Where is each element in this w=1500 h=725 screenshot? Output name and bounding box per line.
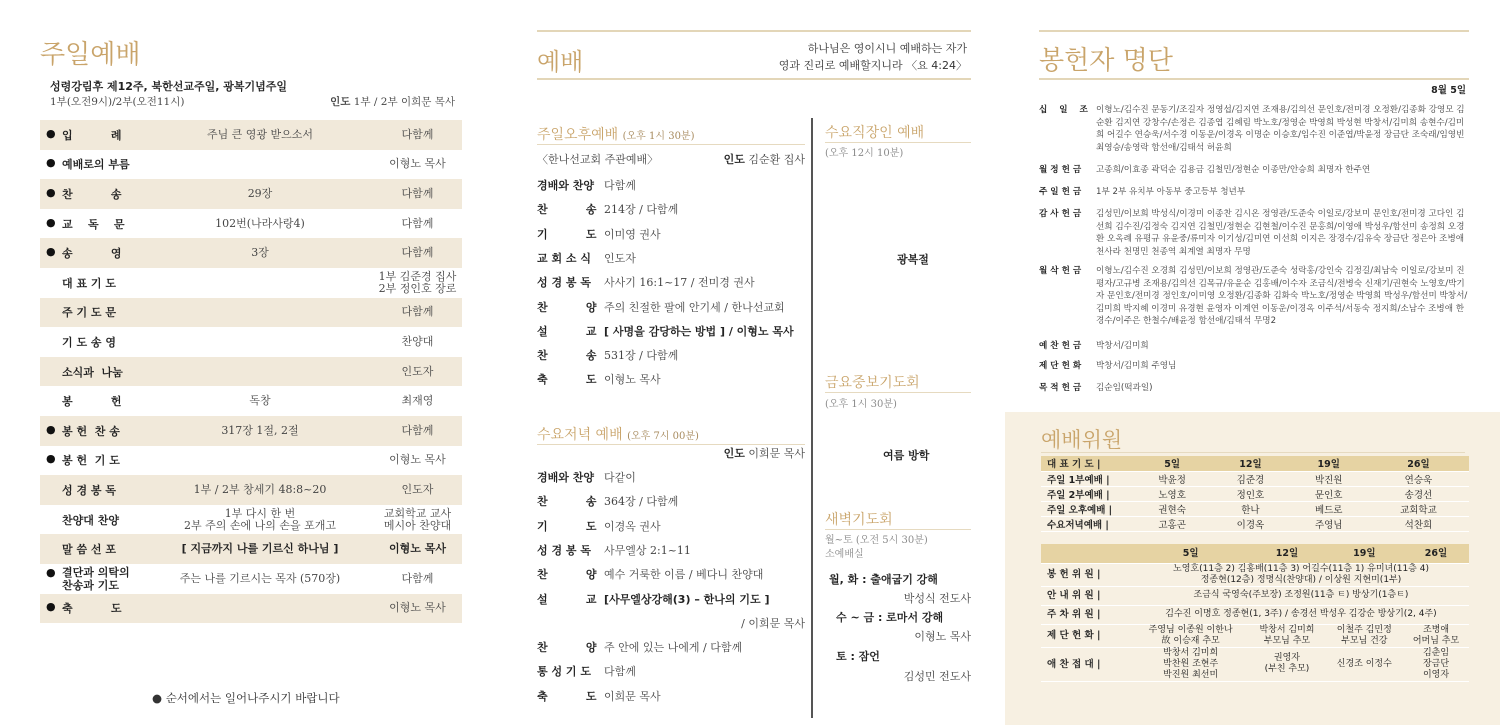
order-label: ● 예배로의 부름 <box>40 156 148 172</box>
order-content: 1부 / 2부 창세기 48:8~20 <box>193 482 327 496</box>
order-label: ● 찬 송 <box>40 186 148 202</box>
service-item-value: 364장 / 다함께 <box>604 495 679 509</box>
service-item-value: 이경옥 권사 <box>604 519 661 533</box>
order-row <box>40 416 462 446</box>
order-row <box>40 120 462 150</box>
verse-line-2: 영과 진리로 예배할지니라 〈요 4:24〉 <box>778 59 967 72</box>
rule <box>537 144 805 145</box>
service-item-value: 예수 거룩한 이름 / 베다니 찬양대 <box>604 568 764 582</box>
order-content: [ 지금까지 나를 기르신 하나님 ] <box>181 542 339 556</box>
rule <box>825 529 971 530</box>
table-cell: 19일 <box>1290 456 1368 471</box>
table-row <box>1041 624 1469 647</box>
table-cell: 연승욱 <box>1368 471 1469 486</box>
order-person: 이형노 목사 <box>389 157 446 171</box>
table-cell: 주영님 이종원 이한나 故 이승재 추모 <box>1133 624 1248 647</box>
order-person: 다함께 <box>401 305 434 319</box>
order-label: 대 표 기 도 <box>62 276 116 290</box>
order-content: 주는 나를 기르시는 목자 (570장) <box>179 571 341 585</box>
table-cell: 12일 <box>1248 544 1325 563</box>
service-item <box>537 344 805 368</box>
dawn-mon-tue: 월, 화 : 출애굽기 강해 <box>829 573 938 586</box>
top-rule <box>1039 30 1469 32</box>
service-item <box>537 490 805 514</box>
service-item-label: 통 성 기 도 <box>537 665 591 679</box>
service-item-label: 성 경 봉 독 <box>537 276 591 290</box>
service-item-label: 설 교 <box>537 592 597 606</box>
order-label: ● 입 례 <box>40 127 148 143</box>
offering-names: 박창서/김미희 주영님 <box>1096 361 1177 371</box>
sunday-pm-church-line <box>537 148 805 172</box>
order-of-service <box>40 120 462 623</box>
order-label: ● 봉 헌 찬 송 <box>40 423 148 439</box>
dawn-prayer-title: 새벽기도회 <box>825 512 893 528</box>
service-item <box>537 685 805 709</box>
service-item-label: 기 도 <box>537 227 597 241</box>
leader-value: 이희문 목사 <box>748 447 805 460</box>
table-cell: 제 단 헌 화 | <box>1041 624 1133 647</box>
order-person: 교회학교 교사 메시아 찬양대 <box>383 506 452 532</box>
offering-type: 감 사 헌 금 <box>1039 209 1082 219</box>
table-cell: 박윤정 <box>1133 471 1211 486</box>
offering-column <box>1005 0 1500 725</box>
header-rule <box>537 78 971 80</box>
service-item-label: 경배와 찬양 <box>537 179 594 192</box>
offering-row <box>1039 382 1469 395</box>
service-item <box>537 466 805 490</box>
service-item-right: / 이희문 목사 <box>741 616 805 630</box>
service-item-value: 다함께 <box>604 665 636 679</box>
service-item <box>537 612 805 636</box>
offering-names: 이형노/김수진 문동기/조길자 정영섭/김지연 조재용/김의선 문인호/전미경 오정환/김종화 강영모 김순환 김지연 강창수/손정은 김종엽 김혜림 박노호/정영순 박영희 박성현 박창서/김미희 송현수/김미희 어길수 연승욱/서수경 이동운/이경옥 이명순 이승호/임수진 이준엽/박윤정 장금단 조숙래/임영빈 최영승/송영락 함선애/김태석 허윤희 <box>1096 105 1465 153</box>
top-rule <box>537 30 971 32</box>
order-label: ● 축 도 <box>40 600 148 616</box>
table-cell: 12일 <box>1211 456 1289 471</box>
offering-names: 김순임(떡과일) <box>1096 383 1153 393</box>
table-cell: 고홍곤 <box>1133 516 1211 531</box>
order-row <box>40 564 462 594</box>
leader-label: 인도 <box>723 153 745 166</box>
wed-pm-leader-line <box>537 442 805 466</box>
service-item-label: 축 도 <box>537 373 597 387</box>
service-item-value: 다같이 <box>604 471 636 484</box>
wed-work-title: 수요직장인 예배 <box>825 125 925 141</box>
service-item-label: 찬 송 <box>537 495 597 509</box>
service-item-label: 찬 양 <box>537 300 597 314</box>
table-cell: 주 차 위 원 | <box>1041 605 1133 624</box>
order-row <box>40 386 462 416</box>
table-cell: 26일 <box>1403 544 1469 563</box>
order-person: 다함께 <box>401 423 434 437</box>
service-item <box>537 588 805 612</box>
order-content: 독창 <box>249 394 271 408</box>
order-content: 102번(나라사랑4) <box>215 216 305 230</box>
table-row <box>1041 471 1469 486</box>
service-item-label: 성 경 봉 독 <box>537 543 591 557</box>
service-item-value: 다함께 <box>604 179 636 192</box>
service-item-value: 이미영 권사 <box>604 227 661 241</box>
table-cell: 권현숙 <box>1133 501 1211 516</box>
dawn-wed-fri: 수 ~ 금 : 로마서 강해 <box>836 611 944 624</box>
offering-row <box>1039 164 1469 177</box>
order-person: 이형노 목사 <box>389 601 446 615</box>
table-row <box>1041 563 1469 586</box>
order-person: 인도자 <box>401 482 434 496</box>
service-item-value: 사무엘상 2:1~11 <box>604 543 691 557</box>
offering-type: 십 일 조 <box>1039 105 1088 115</box>
dawn-wed-fri-speaker: 이형노 목사 <box>914 630 971 643</box>
order-row <box>40 594 462 624</box>
order-row <box>40 357 462 387</box>
rule <box>825 392 971 393</box>
offering-list-title: 봉헌자 명단 <box>1039 46 1173 76</box>
service-item-value: 사사기 16:1~17 / 전미경 권사 <box>604 276 755 290</box>
friday-prayer-content: 여름 방학 <box>883 449 930 462</box>
table-cell: 한나 <box>1211 501 1289 516</box>
table-cell: 주일 오후예배 | <box>1041 501 1133 516</box>
service-item <box>537 247 805 271</box>
table-row <box>1041 516 1469 531</box>
order-label: ● 송 영 <box>40 245 148 261</box>
order-person: 다함께 <box>401 571 434 585</box>
service-item <box>537 368 805 392</box>
table-row <box>1041 605 1469 624</box>
wed-pm-time: (오후 7시 00분) <box>627 431 699 442</box>
order-label: 소식과 나눔 <box>62 365 123 379</box>
table-cell: 안 내 위 원 | <box>1041 586 1133 605</box>
offering-names: 김성민/이보희 박성식/이경미 이종찬 김시온 정영관/도준숙 이일로/강보미 문인호/전미경 고다인 김선희 김수진/김정숙 김지연 김철민/정현순 김현철/이수진 문홍희/이영애 박성우/함선미 송정희 오경환 오옥례 유평규 유윤중/류미자 이기성/김미연 이선희 이지은 장경수/김유숙 장금단 정은아 조병애 천사라 천명민 천종역 최계열 최명자 무명 <box>1096 209 1465 257</box>
table-row <box>1041 486 1469 501</box>
service-item <box>537 320 805 344</box>
dawn-prayer-place: 소예배실 <box>825 549 864 560</box>
service-item <box>537 660 805 684</box>
table-row <box>1041 501 1469 516</box>
order-label: 말 씀 선 포 <box>62 543 116 557</box>
table-cell: 박창서 김미희 박찬원 조현주 박진원 최선미 <box>1133 647 1248 681</box>
session-times: 1부(오전9시)/2부(오전11시) <box>50 96 185 108</box>
service-item-label: 찬 양 <box>537 641 597 655</box>
order-content: 1부 다시 한 번 2부 주의 손에 나의 손을 포개고 <box>184 506 336 532</box>
service-item-value: 인도자 <box>604 251 636 265</box>
table-cell: 교회학교 <box>1368 501 1469 516</box>
order-content: 3장 <box>251 246 269 260</box>
offering-row <box>1039 186 1469 199</box>
table-cell: 석찬희 <box>1368 516 1469 531</box>
table-cell: 베드로 <box>1290 501 1368 516</box>
service-item-value: 214장 / 다함께 <box>604 203 679 217</box>
table-cell: 문인호 <box>1290 486 1368 501</box>
service-item <box>537 198 805 222</box>
wed-pm-title <box>537 424 699 444</box>
offering-type: 월 정 헌 금 <box>1039 165 1082 175</box>
column-divider <box>811 118 813 718</box>
sunday-pm-time: (오후 1시 30분) <box>622 131 695 142</box>
table-cell: 김준경 <box>1211 471 1289 486</box>
worship-title: 예배 <box>537 48 584 76</box>
service-item <box>537 539 805 563</box>
rule <box>1041 452 1465 453</box>
dawn-mon-tue-speaker: 박성식 전도사 <box>903 592 971 605</box>
offering-names: 박창서/김미희 <box>1096 341 1149 351</box>
order-label: ● 결단과 의탁의 찬송과 기도 <box>40 566 148 592</box>
service-item-value: 이형노 목사 <box>604 373 661 387</box>
service-item <box>537 636 805 660</box>
friday-prayer-title: 금요중보기도회 <box>825 375 920 391</box>
offering-names: 이형노/김수진 오경희 김성민/이보희 정영관/도준숙 성락홍/강인숙 김정길/최남숙 이일로/강보미 진평자/고규병 조재용/김의선 김목규/유윤순 김홍배/이수자 조금식/전병숙 신재기/권현숙 노영호/박기자 문인호/전미경 정인호/이미영 오정환/김종화 김화숙 박노호/정영순 박영희 박성우/함선미 박창서/김미희 박지혜 이경미 유경현 윤영자 이계연 이동운/이경옥 이주석/서동숙 정지희/소남수 조병애 한경수/이주은 한철수/배윤정 함선애/김태석 무명2 <box>1096 266 1468 327</box>
dawn-sat: 토 : 잠언 <box>836 650 880 663</box>
order-row <box>40 238 462 268</box>
committee-table <box>1041 544 1469 682</box>
offering-type: 예 찬 헌 금 <box>1039 341 1082 351</box>
leader-value: 김순환 집사 <box>748 153 805 166</box>
offering-names: 고종희/이효종 곽덕순 김용금 김철민/정현순 이종만/안승희 최명자 한주연 <box>1096 165 1371 175</box>
table-cell: 신경조 이정수 <box>1326 647 1403 681</box>
order-person: 다함께 <box>401 127 434 141</box>
offering-names: 1부 2부 유치부 아동부 중고등부 청년부 <box>1096 187 1246 197</box>
service-item <box>537 563 805 587</box>
wed-work-time: (오후 12시 10분) <box>825 148 904 159</box>
order-person: 이형노 목사 <box>389 453 446 467</box>
sunday-pm-title <box>537 124 695 144</box>
service-item <box>537 174 805 198</box>
order-row <box>40 327 462 357</box>
table-cell: 김춘임 장금단 이영자 <box>1403 647 1469 681</box>
order-content: 317장 1절, 2절 <box>221 423 299 437</box>
scripture-verse <box>779 40 967 74</box>
sunday-worship-column <box>40 0 462 725</box>
table-cell: 박진원 <box>1290 471 1368 486</box>
service-item <box>537 223 805 247</box>
sunday-worship-title: 주일예배 <box>40 40 141 70</box>
table-cell: 권영자 (부친 추모) <box>1248 647 1325 681</box>
table-header <box>1041 456 1469 471</box>
service-item-value: 주의 친절한 팔에 안기세 / 한나선교회 <box>604 300 785 314</box>
service-item-label: 축 도 <box>537 689 597 703</box>
order-row <box>40 298 462 328</box>
standing-note: ● 순서에서는 일어나주시기 바랍니다 <box>152 691 340 705</box>
committee-title: 예배위원 <box>1041 428 1123 452</box>
table-cell: 노영호 <box>1133 486 1211 501</box>
order-row <box>40 150 462 180</box>
order-label: 찬양대 찬양 <box>62 513 119 527</box>
table-cell: 주영님 <box>1290 516 1368 531</box>
table-cell: 5일 <box>1133 456 1211 471</box>
offering-date: 8월 5일 <box>1431 85 1466 96</box>
order-row <box>40 534 462 564</box>
table-cell: 이철주 김민정 부모님 건강 <box>1326 624 1403 647</box>
wed-pm-leader <box>724 442 805 466</box>
order-person: 인도자 <box>401 364 434 378</box>
table-cell: 주일 1부예배 | <box>1041 471 1133 486</box>
table-cell: 노영호(11층 2) 김홍배(11층 3) 어길수(11층 1) 유미녀(11층 4) 정종현(12층) 정명식(찬양대) / 이상원 지현미(1부) <box>1133 563 1469 586</box>
order-content: 주님 큰 영광 받으소서 <box>206 127 314 141</box>
service-item <box>537 296 805 320</box>
table-cell: 이경옥 <box>1211 516 1289 531</box>
order-person: 다함께 <box>401 186 434 200</box>
table-cell: 김수진 이명호 정종현(1, 3주) / 송경선 박성우 김강순 방상기(2, 4주) <box>1133 605 1469 624</box>
sunday-pm-leader <box>724 148 805 172</box>
friday-prayer-time: (오후 1시 30분) <box>825 399 897 410</box>
table-cell: 수요저녁예배 | <box>1041 516 1133 531</box>
offering-type: 목 적 헌 금 <box>1039 383 1082 393</box>
service-item-label: 찬 송 <box>537 349 597 363</box>
service-item-value: 주 안에 있는 나에게 / 다함께 <box>604 641 743 655</box>
order-person: 다함께 <box>401 216 434 230</box>
order-label: 기 도 송 영 <box>62 335 116 349</box>
service-item-label: 기 도 <box>537 519 597 533</box>
offering-row <box>1039 360 1469 373</box>
order-content: 29장 <box>247 186 273 200</box>
table-cell: 송경선 <box>1368 486 1469 501</box>
verse-line-1: 하나님은 영이시니 예배하는 자가 <box>807 42 967 55</box>
table-cell: 정인호 <box>1211 486 1289 501</box>
table-row <box>1041 586 1469 605</box>
order-label: 주 기 도 문 <box>62 306 116 320</box>
header-rule <box>1039 78 1469 80</box>
table-cell: 박창서 김미희 부모님 추모 <box>1248 624 1325 647</box>
table-cell: 26일 <box>1368 456 1469 471</box>
table-cell: 5일 <box>1133 544 1248 563</box>
order-row <box>40 179 462 209</box>
table-cell: 조금식 국영숙(주보장) 조정원(11층 ㅌ) 방상기(1층ㅌ) <box>1133 586 1469 605</box>
service-item-label: 경배와 찬양 <box>537 471 594 484</box>
service-item-label: 찬 양 <box>537 568 597 582</box>
order-row <box>40 446 462 476</box>
order-person: 이형노 목사 <box>389 542 446 556</box>
service-item-value: 이희문 목사 <box>604 689 661 703</box>
table-header <box>1041 544 1469 563</box>
leader-value: 1부 / 2부 이희문 목사 <box>353 96 455 108</box>
offering-type: 제 단 헌 화 <box>1039 361 1082 371</box>
offering-row <box>1039 340 1469 353</box>
wed-pm-name: 수요저녁 예배 <box>537 427 623 443</box>
leader-label: 인도 <box>723 447 745 460</box>
order-row <box>40 268 462 298</box>
order-person: 찬양대 <box>401 334 434 348</box>
dawn-prayer-time: 월~토 (오전 5시 30분) <box>825 535 928 546</box>
order-row <box>40 475 462 505</box>
worship-committee-box <box>1005 412 1500 725</box>
offering-row <box>1039 265 1469 328</box>
order-label: 성 경 봉 독 <box>62 483 116 497</box>
table-cell: 봉 헌 위 원 | <box>1041 563 1133 586</box>
wed-work-content: 광복절 <box>897 253 929 266</box>
dawn-sat-speaker: 김성민 전도사 <box>903 670 971 683</box>
offering-type: 월 삭 헌 금 <box>1039 266 1082 276</box>
service-item-value: [ 사명을 감당하는 방법 ] / 이형노 목사 <box>604 324 794 338</box>
offering-row <box>1039 104 1469 154</box>
service-item <box>537 271 805 295</box>
order-label: ● 봉 헌 기 도 <box>40 452 148 468</box>
service-item-value: 531장 / 다함께 <box>604 349 679 363</box>
table-cell: 19일 <box>1326 544 1403 563</box>
service-item-value: [사무엘상강해(3) – 한나의 기도 ] <box>604 592 770 606</box>
order-label: ● 교 독 문 <box>40 216 148 232</box>
service-item-label: 교 회 소 식 <box>537 251 591 265</box>
order-person: 1부 김준경 집사 2부 정인호 장로 <box>378 269 457 295</box>
table-cell: 조병애 어머님 추모 <box>1403 624 1469 647</box>
offering-type: 주 일 헌 금 <box>1039 187 1082 197</box>
order-person: 최재영 <box>401 394 434 408</box>
sunday-pm-church: 〈한나선교회 주관예배〉 <box>537 153 659 166</box>
rule <box>825 142 971 143</box>
service-item <box>537 515 805 539</box>
order-row <box>40 209 462 239</box>
table-cell: 대 표 기 도 | <box>1041 456 1133 471</box>
offering-row <box>1039 208 1469 258</box>
prayer-leader-table <box>1041 456 1469 532</box>
sunday-subtitle: 성령강림후 제12주, 북한선교주일, 광복기념주일 <box>50 80 288 93</box>
table-cell <box>1041 544 1133 563</box>
order-row <box>40 505 462 535</box>
order-label: 봉 헌 <box>62 395 122 409</box>
sunday-session-line <box>50 94 462 109</box>
service-item-label: 설 교 <box>537 324 597 338</box>
table-row <box>1041 647 1469 681</box>
sunday-leader <box>330 94 455 109</box>
table-cell: 주일 2부예배 | <box>1041 486 1133 501</box>
service-item-label: 찬 송 <box>537 203 597 217</box>
sunday-pm-name: 주일오후예배 <box>537 127 619 143</box>
table-cell: 애 찬 접 대 | <box>1041 647 1133 681</box>
order-person: 다함께 <box>401 246 434 260</box>
worship-column <box>537 0 971 725</box>
leader-label: 인도 <box>330 96 351 108</box>
